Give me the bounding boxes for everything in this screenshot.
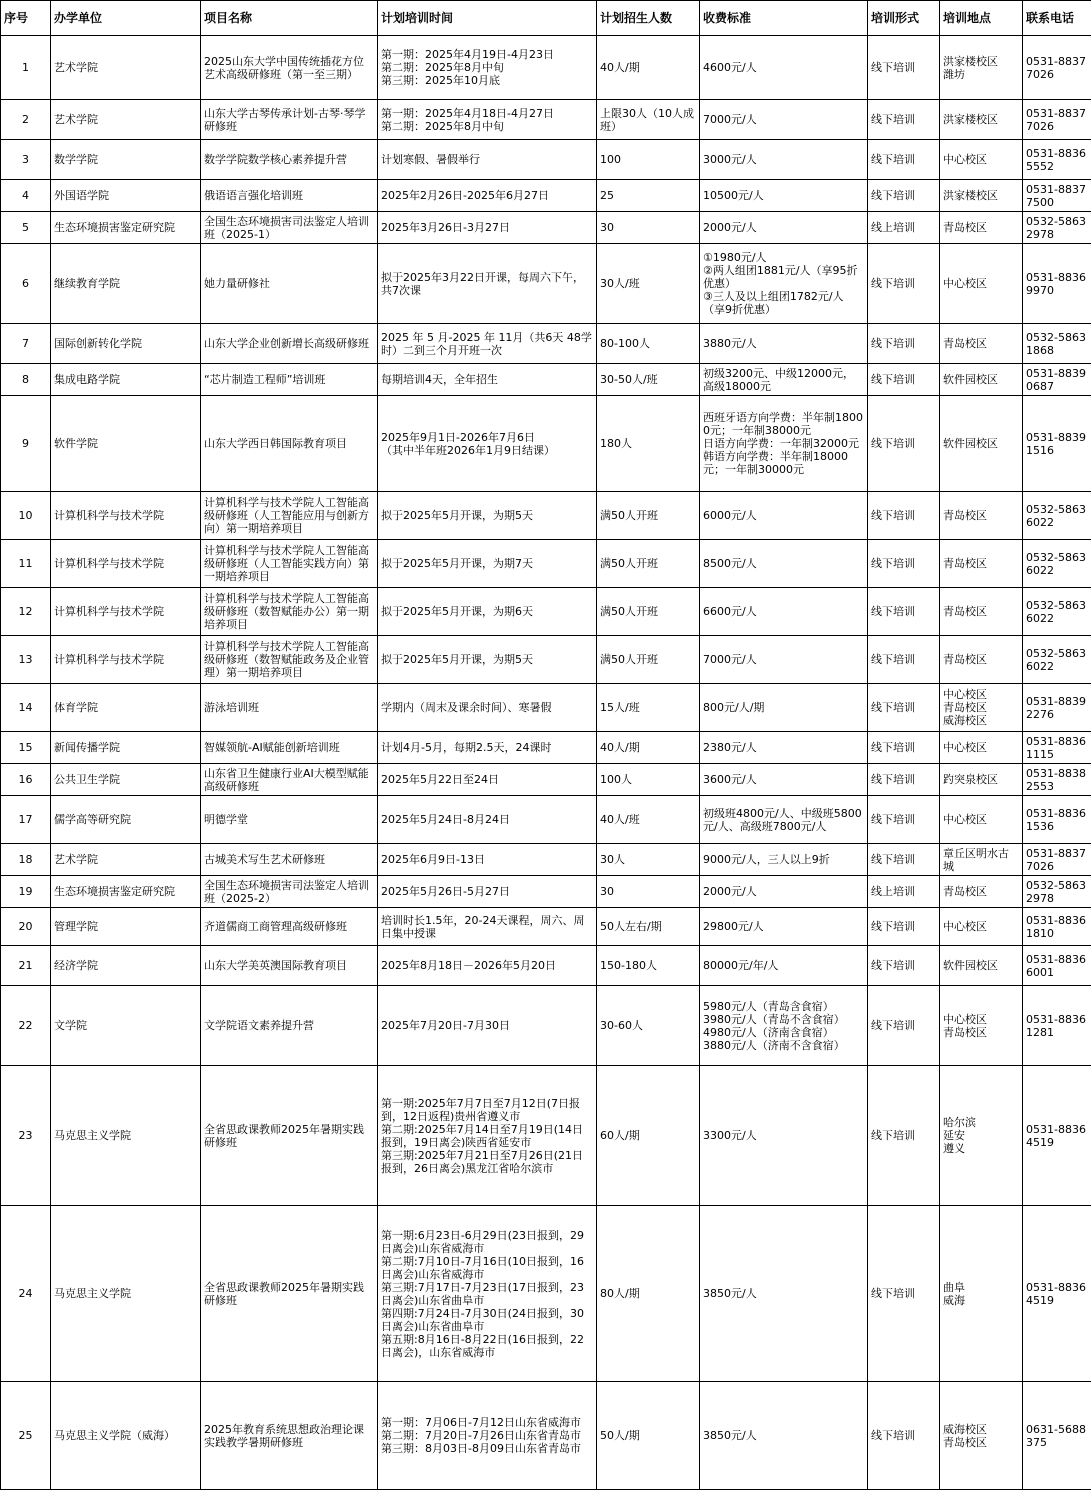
cell-no: 8 xyxy=(1,364,51,396)
cell-mode: 线下培训 xyxy=(868,764,940,796)
cell-count: 30 xyxy=(597,212,700,244)
cell-phone: 0531-88361810 xyxy=(1023,908,1091,946)
cell-name: 数学学院数学核心素养提升营 xyxy=(201,140,378,180)
cell-place: 软件园校区 xyxy=(940,364,1023,396)
header-count: 计划招生人数 xyxy=(597,1,700,36)
cell-phone: 0531-88364519 xyxy=(1023,1206,1091,1382)
cell-count: 60人/期 xyxy=(597,1066,700,1206)
cell-phone: 0532-58636022 xyxy=(1023,540,1091,588)
cell-name: 山东省卫生健康行业AI大模型赋能高级研修班 xyxy=(201,764,378,796)
table-row xyxy=(1,540,1091,588)
table-row xyxy=(1,946,1091,986)
cell-name: 全国生态环境损害司法鉴定人培训班（2025-2） xyxy=(201,876,378,908)
cell-count: 30人/班 xyxy=(597,244,700,324)
table-row xyxy=(1,684,1091,732)
cell-place: 洪家楼校区 xyxy=(940,100,1023,140)
header-fee: 收费标准 xyxy=(700,1,868,36)
cell-place: 中心校区 xyxy=(940,908,1023,946)
cell-no: 24 xyxy=(1,1206,51,1382)
cell-count: 40人/期 xyxy=(597,36,700,100)
cell-mode: 线下培训 xyxy=(868,684,940,732)
cell-fee: 5980元/人（青岛含食宿） 3980元/人（青岛不含食宿） 4980元/人（济南含食宿） 3880元/人（济南不含食宿） xyxy=(700,986,868,1066)
cell-fee: 西班牙语方向学费：半年制18000元；一年制38000元 日语方向学费：一年制32000元 韩语方向学费：半年制18000元；一年制30000元 xyxy=(700,396,868,492)
cell-unit: 继续教育学院 xyxy=(51,244,201,324)
cell-count: 15人/班 xyxy=(597,684,700,732)
cell-fee: 6600元/人 xyxy=(700,588,868,636)
cell-no: 5 xyxy=(1,212,51,244)
cell-no: 14 xyxy=(1,684,51,732)
cell-phone: 0532-58631868 xyxy=(1023,324,1091,364)
header-mode: 培训形式 xyxy=(868,1,940,36)
table-row xyxy=(1,324,1091,364)
cell-mode: 线下培训 xyxy=(868,396,940,492)
cell-unit: 计算机科学与技术学院 xyxy=(51,492,201,540)
cell-name: 山东大学企业创新增长高级研修班 xyxy=(201,324,378,364)
cell-name: “芯片制造工程师”培训班 xyxy=(201,364,378,396)
cell-count: 80-100人 xyxy=(597,324,700,364)
cell-place: 中心校区 xyxy=(940,140,1023,180)
cell-no: 19 xyxy=(1,876,51,908)
cell-unit: 国际创新转化学院 xyxy=(51,324,201,364)
cell-phone: 0531-88364519 xyxy=(1023,1066,1091,1206)
cell-mode: 线下培训 xyxy=(868,1066,940,1206)
cell-name: 全省思政课教师2025年暑期实践研修班 xyxy=(201,1066,378,1206)
cell-count: 100人 xyxy=(597,764,700,796)
cell-time: 2025年2月26日-2025年6月27日 xyxy=(378,180,597,212)
cell-unit: 生态环境损害鉴定研究院 xyxy=(51,212,201,244)
cell-name: 山东大学古琴传承计划-古琴·琴学研修班 xyxy=(201,100,378,140)
cell-time: 拟于2025年5月开课，为期7天 xyxy=(378,540,597,588)
cell-fee: ①1980元/人 ②两人组团1881元/人（享95折优惠） ③三人及以上组团1782元/人（享9折优惠） xyxy=(700,244,868,324)
cell-no: 18 xyxy=(1,844,51,876)
cell-mode: 线下培训 xyxy=(868,1382,940,1490)
cell-phone: 0531-88369970 xyxy=(1023,244,1091,324)
cell-name: 山东大学西日韩国际教育项目 xyxy=(201,396,378,492)
cell-fee: 7000元/人 xyxy=(700,100,868,140)
cell-no: 13 xyxy=(1,636,51,684)
cell-phone: 0532-58636022 xyxy=(1023,636,1091,684)
cell-mode: 线下培训 xyxy=(868,324,940,364)
table-row xyxy=(1,796,1091,844)
cell-phone: 0532-58632978 xyxy=(1023,876,1091,908)
table-row xyxy=(1,1066,1091,1206)
cell-mode: 线下培训 xyxy=(868,986,940,1066)
cell-time: 2025年3月26日-3月27日 xyxy=(378,212,597,244)
cell-place: 青岛校区 xyxy=(940,588,1023,636)
cell-place: 洪家楼校区 xyxy=(940,180,1023,212)
cell-phone: 0532-58636022 xyxy=(1023,588,1091,636)
table-row xyxy=(1,364,1091,396)
cell-no: 20 xyxy=(1,908,51,946)
cell-name: 计算机科学与技术学院人工智能高级研修班（人工智能实践方向）第一期培养项目 xyxy=(201,540,378,588)
header-no: 序号 xyxy=(1,1,51,36)
cell-phone: 0532-58632978 xyxy=(1023,212,1091,244)
table-row xyxy=(1,636,1091,684)
cell-place: 中心校区 青岛校区 xyxy=(940,986,1023,1066)
cell-time: 计划4月-5月，每期2.5天，24课时 xyxy=(378,732,597,764)
table-row xyxy=(1,1206,1091,1382)
cell-count: 满50人开班 xyxy=(597,588,700,636)
cell-count: 180人 xyxy=(597,396,700,492)
cell-place: 青岛校区 xyxy=(940,876,1023,908)
cell-phone: 0531-88366001 xyxy=(1023,946,1091,986)
cell-time: 第一期：2025年4月19日-4月23日 第二期：2025年8月中旬 第三期：2025年10月底 xyxy=(378,36,597,100)
table-row xyxy=(1,140,1091,180)
cell-count: 150-180人 xyxy=(597,946,700,986)
cell-name: 齐道儒商工商管理高级研修班 xyxy=(201,908,378,946)
cell-place: 趵突泉校区 xyxy=(940,764,1023,796)
cell-mode: 线下培训 xyxy=(868,636,940,684)
cell-time: 2025年9月1日-2026年7月6日 （其中半年班2026年1月9日结课） xyxy=(378,396,597,492)
cell-fee: 2000元/人 xyxy=(700,876,868,908)
cell-no: 16 xyxy=(1,764,51,796)
cell-mode: 线下培训 xyxy=(868,732,940,764)
cell-place: 青岛校区 xyxy=(940,636,1023,684)
cell-unit: 外国语学院 xyxy=(51,180,201,212)
cell-fee: 80000元/年/人 xyxy=(700,946,868,986)
cell-no: 21 xyxy=(1,946,51,986)
cell-fee: 3880元/人 xyxy=(700,324,868,364)
cell-count: 50人左右/期 xyxy=(597,908,700,946)
cell-unit: 文学院 xyxy=(51,986,201,1066)
cell-count: 30人 xyxy=(597,844,700,876)
cell-fee: 6000元/人 xyxy=(700,492,868,540)
header-time: 计划培训时间 xyxy=(378,1,597,36)
cell-unit: 经济学院 xyxy=(51,946,201,986)
cell-mode: 线下培训 xyxy=(868,946,940,986)
cell-mode: 线上培训 xyxy=(868,212,940,244)
cell-mode: 线下培训 xyxy=(868,1206,940,1382)
cell-phone: 0531-88361281 xyxy=(1023,986,1091,1066)
cell-no: 22 xyxy=(1,986,51,1066)
cell-fee: 3600元/人 xyxy=(700,764,868,796)
cell-name: 山东大学美英澳国际教育项目 xyxy=(201,946,378,986)
cell-phone: 0532-58636022 xyxy=(1023,492,1091,540)
cell-place: 章丘区明水古城 xyxy=(940,844,1023,876)
cell-fee: 3850元/人 xyxy=(700,1206,868,1382)
cell-place: 中心校区 xyxy=(940,244,1023,324)
cell-name: 她力量研修社 xyxy=(201,244,378,324)
cell-unit: 马克思主义学院 xyxy=(51,1066,201,1206)
cell-unit: 艺术学院 xyxy=(51,844,201,876)
cell-fee: 2380元/人 xyxy=(700,732,868,764)
cell-name: 俄语语言强化培训班 xyxy=(201,180,378,212)
cell-phone: 0531-88382553 xyxy=(1023,764,1091,796)
cell-unit: 新闻传播学院 xyxy=(51,732,201,764)
cell-time: 拟于2025年3月22日开课，每周六下午，共7次课 xyxy=(378,244,597,324)
cell-phone: 0531-88392276 xyxy=(1023,684,1091,732)
cell-no: 1 xyxy=(1,36,51,100)
cell-unit: 体育学院 xyxy=(51,684,201,732)
cell-phone: 0531-88390687 xyxy=(1023,364,1091,396)
cell-time: 计划寒假、暑假举行 xyxy=(378,140,597,180)
cell-phone: 0531-88377500 xyxy=(1023,180,1091,212)
cell-time: 2025年6月9日-13日 xyxy=(378,844,597,876)
cell-phone: 0531-88361115 xyxy=(1023,732,1091,764)
cell-mode: 线下培训 xyxy=(868,180,940,212)
cell-place: 青岛校区 xyxy=(940,540,1023,588)
table-row xyxy=(1,492,1091,540)
cell-phone: 0531-88365552 xyxy=(1023,140,1091,180)
cell-phone: 0531-88377026 xyxy=(1023,844,1091,876)
cell-unit: 艺术学院 xyxy=(51,100,201,140)
cell-phone: 0531-88361536 xyxy=(1023,796,1091,844)
header-unit: 办学单位 xyxy=(51,1,201,36)
cell-fee: 8500元/人 xyxy=(700,540,868,588)
cell-place: 威海校区 青岛校区 xyxy=(940,1382,1023,1490)
cell-phone: 0531-88377026 xyxy=(1023,36,1091,100)
cell-name: 明德学堂 xyxy=(201,796,378,844)
cell-no: 3 xyxy=(1,140,51,180)
cell-time: 拟于2025年5月开课，为期5天 xyxy=(378,492,597,540)
cell-time: 第一期:6月23日-6月29日(23日报到，29日离会)山东省威海市 第二期:7月10日-7月16日(10日报到，16日离会)山东省威海市 第三期:7月17日-7月23日(17日报到，23日离会)山东省曲阜市 第四期:7月24日-7月30日(24日报到，30日离会)山东省曲阜市 第五期:8月16日-8月22日(16日报到，22日离会)，山东省威海市 xyxy=(378,1206,597,1382)
table-row xyxy=(1,764,1091,796)
cell-place: 青岛校区 xyxy=(940,324,1023,364)
cell-no: 6 xyxy=(1,244,51,324)
cell-count: 25 xyxy=(597,180,700,212)
cell-name: 2025年教育系统思想政治理论课实践教学暑期研修班 xyxy=(201,1382,378,1490)
cell-time: 2025年5月22日至24日 xyxy=(378,764,597,796)
table-row xyxy=(1,588,1091,636)
cell-fee: 3300元/人 xyxy=(700,1066,868,1206)
cell-count: 满50人开班 xyxy=(597,636,700,684)
table-row xyxy=(1,244,1091,324)
cell-fee: 3000元/人 xyxy=(700,140,868,180)
cell-unit: 计算机科学与技术学院 xyxy=(51,540,201,588)
cell-count: 40人/班 xyxy=(597,796,700,844)
cell-unit: 艺术学院 xyxy=(51,36,201,100)
cell-fee: 3850元/人 xyxy=(700,1382,868,1490)
cell-count: 上限30人（10人成班） xyxy=(597,100,700,140)
cell-mode: 线下培训 xyxy=(868,36,940,100)
cell-fee: 29800元/人 xyxy=(700,908,868,946)
cell-no: 4 xyxy=(1,180,51,212)
cell-mode: 线下培训 xyxy=(868,492,940,540)
table-row xyxy=(1,212,1091,244)
cell-no: 12 xyxy=(1,588,51,636)
cell-fee: 9000元/人，三人以上9折 xyxy=(700,844,868,876)
table-row xyxy=(1,180,1091,212)
cell-no: 2 xyxy=(1,100,51,140)
cell-place: 青岛校区 xyxy=(940,492,1023,540)
cell-mode: 线下培训 xyxy=(868,540,940,588)
cell-place: 青岛校区 xyxy=(940,212,1023,244)
cell-mode: 线下培训 xyxy=(868,844,940,876)
cell-place: 中心校区 xyxy=(940,732,1023,764)
cell-mode: 线下培训 xyxy=(868,100,940,140)
cell-time: 第一期:2025年7月7日至7月12日(7日报到，12日返程)贵州省遵义市 第二期:2025年7月14日至7月19日(14日报到，19日离会)陕西省延安市 第三期:2025年7月21日至7月26日(21日报到，26日离会)黑龙江省哈尔滨市 xyxy=(378,1066,597,1206)
cell-count: 80人/期 xyxy=(597,1206,700,1382)
cell-time: 拟于2025年5月开课，为期5天 xyxy=(378,636,597,684)
cell-time: 2025年5月24日-8月24日 xyxy=(378,796,597,844)
cell-fee: 初级3200元、中级12000元，高级18000元 xyxy=(700,364,868,396)
cell-mode: 线下培训 xyxy=(868,140,940,180)
cell-unit: 计算机科学与技术学院 xyxy=(51,588,201,636)
cell-unit: 儒学高等研究院 xyxy=(51,796,201,844)
cell-place: 哈尔滨 延安 遵义 xyxy=(940,1066,1023,1206)
cell-unit: 集成电路学院 xyxy=(51,364,201,396)
header-row xyxy=(1,1,1091,36)
cell-no: 25 xyxy=(1,1382,51,1490)
header-phone: 联系电话 xyxy=(1023,1,1091,36)
cell-unit: 生态环境损害鉴定研究院 xyxy=(51,876,201,908)
table-row xyxy=(1,36,1091,100)
cell-phone: 0531-88391516 xyxy=(1023,396,1091,492)
cell-place: 中心校区 xyxy=(940,796,1023,844)
cell-time: 每期培训4天，全年招生 xyxy=(378,364,597,396)
table-row xyxy=(1,732,1091,764)
cell-name: 计算机科学与技术学院人工智能高级研修班（人工智能应用与创新方向）第一期培养项目 xyxy=(201,492,378,540)
cell-time: 拟于2025年5月开课，为期6天 xyxy=(378,588,597,636)
cell-count: 30-60人 xyxy=(597,986,700,1066)
cell-mode: 线下培训 xyxy=(868,244,940,324)
cell-mode: 线上培训 xyxy=(868,876,940,908)
cell-name: 2025山东大学中国传统插花方位艺术高级研修班（第一至三期） xyxy=(201,36,378,100)
cell-count: 满50人开班 xyxy=(597,540,700,588)
header-name: 项目名称 xyxy=(201,1,378,36)
cell-unit: 公共卫生学院 xyxy=(51,764,201,796)
cell-name: 计算机科学与技术学院人工智能高级研修班（数智赋能政务及企业管理）第一期培养项目 xyxy=(201,636,378,684)
cell-unit: 管理学院 xyxy=(51,908,201,946)
cell-name: 计算机科学与技术学院人工智能高级研修班（数智赋能办公）第一期培养项目 xyxy=(201,588,378,636)
cell-fee: 10500元/人 xyxy=(700,180,868,212)
cell-time: 2025年7月20日-7月30日 xyxy=(378,986,597,1066)
cell-count: 50人/期 xyxy=(597,1382,700,1490)
cell-no: 23 xyxy=(1,1066,51,1206)
cell-unit: 计算机科学与技术学院 xyxy=(51,636,201,684)
cell-name: 全省思政课教师2025年暑期实践研修班 xyxy=(201,1206,378,1382)
cell-mode: 线下培训 xyxy=(868,364,940,396)
cell-fee: 初级班4800元/人、中级班5800元/人、高级班7800元/人 xyxy=(700,796,868,844)
table-row xyxy=(1,876,1091,908)
cell-no: 11 xyxy=(1,540,51,588)
cell-place: 软件园校区 xyxy=(940,946,1023,986)
cell-count: 30-50人/班 xyxy=(597,364,700,396)
cell-time: 第一期：2025年4月18日-4月27日 第二期：2025年8月中旬 xyxy=(378,100,597,140)
cell-place: 软件园校区 xyxy=(940,396,1023,492)
table-row xyxy=(1,100,1091,140)
cell-time: 培训时长1.5年，20-24天课程，周六、周日集中授课 xyxy=(378,908,597,946)
cell-mode: 线下培训 xyxy=(868,588,940,636)
table-row xyxy=(1,1382,1091,1490)
cell-time: 2025 年 5 月-2025 年 11月（共6天 48学时）二到三个月开班一次 xyxy=(378,324,597,364)
cell-phone: 0631-5688375 xyxy=(1023,1382,1091,1490)
table-row xyxy=(1,908,1091,946)
cell-fee: 2000元/人 xyxy=(700,212,868,244)
cell-name: 智媒领航-AI赋能创新培训班 xyxy=(201,732,378,764)
cell-name: 游泳培训班 xyxy=(201,684,378,732)
cell-fee: 800元/人/期 xyxy=(700,684,868,732)
cell-unit: 马克思主义学院 xyxy=(51,1206,201,1382)
cell-name: 文学院语文素养提升营 xyxy=(201,986,378,1066)
cell-fee: 4600元/人 xyxy=(700,36,868,100)
cell-no: 7 xyxy=(1,324,51,364)
cell-mode: 线下培训 xyxy=(868,796,940,844)
cell-no: 9 xyxy=(1,396,51,492)
table-row xyxy=(1,844,1091,876)
cell-place: 洪家楼校区 潍坊 xyxy=(940,36,1023,100)
cell-time: 学期内（周末及课余时间）、寒暑假 xyxy=(378,684,597,732)
cell-count: 满50人开班 xyxy=(597,492,700,540)
cell-fee: 7000元/人 xyxy=(700,636,868,684)
cell-no: 15 xyxy=(1,732,51,764)
cell-count: 40人/期 xyxy=(597,732,700,764)
cell-time: 2025年5月26日-5月27日 xyxy=(378,876,597,908)
cell-no: 10 xyxy=(1,492,51,540)
cell-unit: 软件学院 xyxy=(51,396,201,492)
cell-unit: 马克思主义学院（威海） xyxy=(51,1382,201,1490)
cell-mode: 线下培训 xyxy=(868,908,940,946)
header-place: 培训地点 xyxy=(940,1,1023,36)
cell-name: 全国生态环境损害司法鉴定人培训班（2025-1） xyxy=(201,212,378,244)
cell-place: 曲阜 威海 xyxy=(940,1206,1023,1382)
table-row xyxy=(1,396,1091,492)
cell-name: 古城美术写生艺术研修班 xyxy=(201,844,378,876)
cell-time: 第一期：7月06日-7月12日山东省威海市 第二期：7月20日-7月26日山东省青岛市 第三期：8月03日-8月09日山东省青岛市 xyxy=(378,1382,597,1490)
cell-time: 2025年8月18日－2026年5月20日 xyxy=(378,946,597,986)
table-row xyxy=(1,986,1091,1066)
cell-count: 100 xyxy=(597,140,700,180)
cell-place: 中心校区 青岛校区 威海校区 xyxy=(940,684,1023,732)
cell-no: 17 xyxy=(1,796,51,844)
cell-unit: 数学学院 xyxy=(51,140,201,180)
cell-count: 30 xyxy=(597,876,700,908)
cell-phone: 0531-88377026 xyxy=(1023,100,1091,140)
